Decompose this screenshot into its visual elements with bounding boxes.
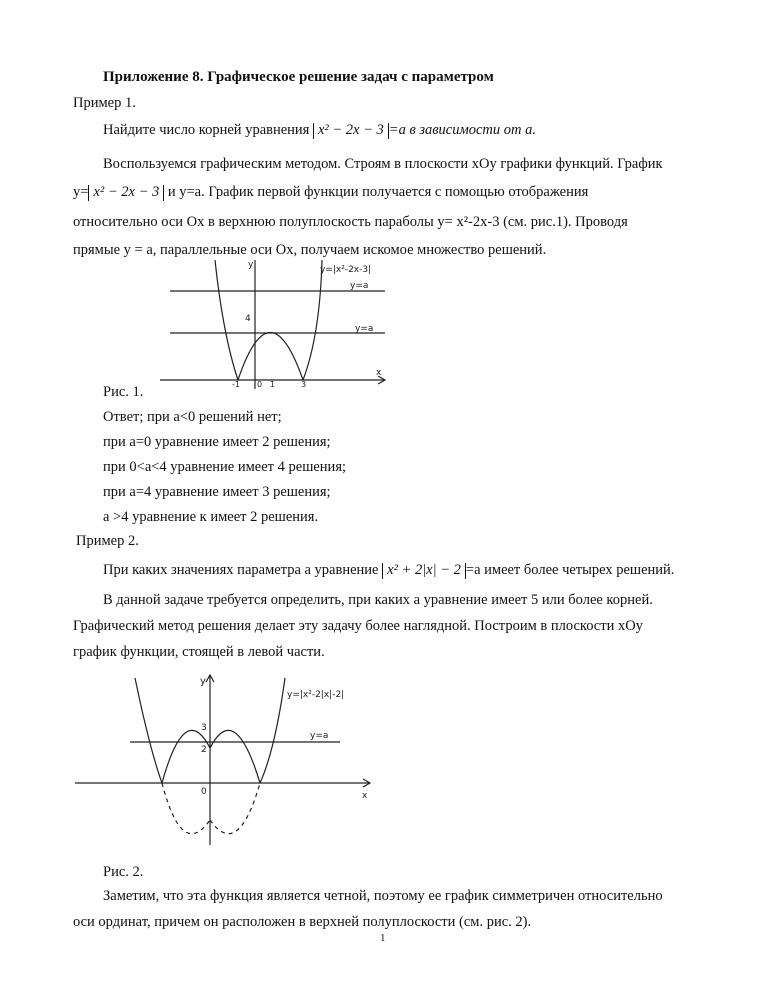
example-2-paragraph-1: В данной задаче требуется определить, при каких a уравнение имеет 5 или более корней. <box>103 592 653 608</box>
line-label-top: y=a <box>350 281 369 291</box>
answer-line-5: a >4 уравнение к имеет 2 решения. <box>103 509 319 525</box>
graph-left-branch <box>135 678 162 783</box>
example-2-paragraph-4: Заметим, что эта функция является четной, поэтому ее график симметричен относительно <box>103 888 663 904</box>
graph-left-hump <box>162 730 210 783</box>
p2-formula: x² − 2x − 3 <box>88 185 164 201</box>
answer-line-2: при a=0 уравнение имеет 2 решения; <box>103 434 331 450</box>
graph-left-branch <box>215 260 238 380</box>
dashed-right-parabola <box>210 783 260 834</box>
line2-label: y=a <box>310 731 329 741</box>
task-formula: x² − 2x − 3 <box>313 123 389 139</box>
answer-line-1: Ответ; при a<0 решений нет; <box>103 409 282 425</box>
graph-right-branch <box>303 260 322 380</box>
example-2-paragraph-3: график функции, стоящей в левой части. <box>73 644 325 660</box>
tick2-label-0: 0 <box>201 787 207 797</box>
graph2-label: y=|x²-2|x|-2| <box>287 690 345 700</box>
figure-1-graph <box>160 255 400 395</box>
example-1-paragraph-4: прямые y = a, параллельные оси Ox, получаем искомое множество решений. <box>73 242 547 258</box>
document-title: Приложение 8. Графическое решение задач с параметром <box>103 69 494 85</box>
answer-line-3: при 0<a<4 уравнение имеет 4 решения; <box>103 459 347 475</box>
task-text-pre: Найдите число корней уравнения <box>103 122 310 138</box>
tick2-label-2: 2 <box>201 745 207 755</box>
tick-label-minus1: -1 <box>232 380 240 389</box>
axis-label-y: y <box>248 260 254 270</box>
graph-middle-hump <box>238 333 303 381</box>
tick2-label-3: 3 <box>201 723 207 733</box>
axis-label-x: x <box>376 368 382 378</box>
task2-text-post: =a имеет более четырех решений. <box>465 562 675 578</box>
p2-prefix: y= <box>73 184 89 200</box>
line-label-mid: y=a <box>355 324 374 334</box>
graph-right-branch <box>260 678 285 783</box>
task2-formula: x² + 2|x| − 2 <box>382 563 466 579</box>
p2-rest: и y=a. График первой функции получается с помощью отображения <box>167 184 589 200</box>
figure-2-graph <box>70 670 390 850</box>
tick-label-3: 3 <box>301 380 307 389</box>
example-2-paragraph-5: оси ординат, причем он расположен в верхней полуплоскости (см. рис. 2). <box>73 914 532 930</box>
tick-label-4: 4 <box>245 314 251 324</box>
example-1-paragraph-2 <box>73 183 588 201</box>
example-2-heading: Пример 2. <box>76 533 139 549</box>
tick-label-0: 0 <box>257 380 263 389</box>
page-number: 1 <box>380 932 386 944</box>
axis2-label-x: x <box>362 791 368 801</box>
example-1-paragraph-1: Воспользуемся графическим методом. Строям в плоскости xOy графики функций. График <box>103 156 663 172</box>
example-1-paragraph-3: относительно оси Ox в верхнюю полуплоскость параболы y= x²-2x-3 (см. рис.1). Проводя <box>73 214 628 230</box>
answer-line-4: при a=4 уравнение имеет 3 решения; <box>103 484 331 500</box>
tick-label-1: 1 <box>270 380 276 389</box>
figure-1-caption: Рис. 1. <box>103 384 144 400</box>
example-1-task <box>103 121 536 139</box>
example-2-paragraph-2: Графический метод решения делает эту задачу более наглядной. Построим в плоскости xOy <box>73 618 643 634</box>
task2-text-pre: При каких значениях параметра a уравнение <box>103 562 379 578</box>
graph-right-hump <box>210 730 260 783</box>
graph-label: y=|x²-2x-3| <box>320 265 372 275</box>
example-1-heading: Пример 1. <box>73 95 136 111</box>
axis2-label-y: y <box>200 676 206 687</box>
example-2-task <box>103 561 674 579</box>
task-text-post: =a в зависимости от a. <box>388 122 537 138</box>
figure-2-caption: Рис. 2. <box>103 864 144 880</box>
